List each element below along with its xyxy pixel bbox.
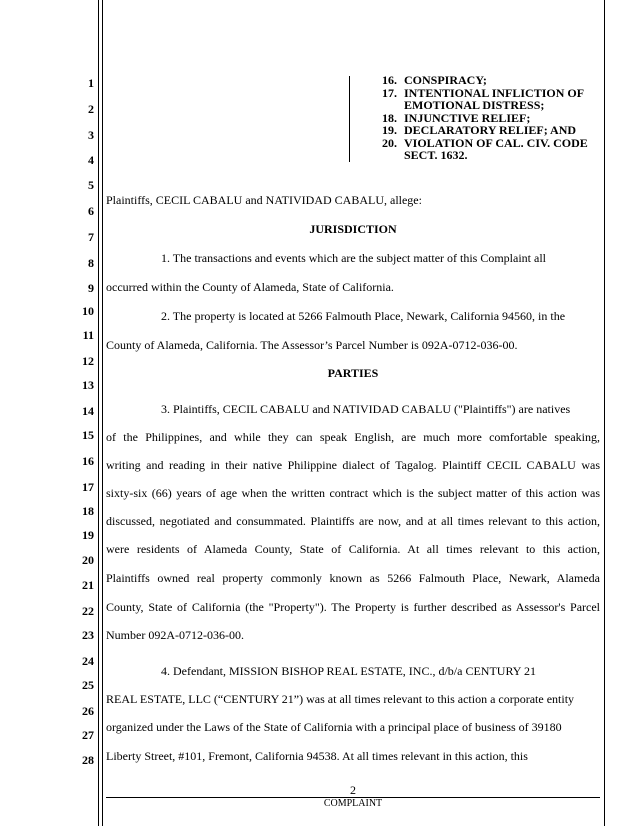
jurisdiction-heading: JURISDICTION (309, 222, 397, 236)
intro-line: Plaintiffs, CECIL CABALU and NATIVIDAD CABALU, allege: (106, 193, 422, 207)
paragraph-4-line: organized under the Laws of the State of California with a principal place of business of 39180 (106, 720, 562, 734)
line-number: 23 (82, 628, 94, 642)
cause-text: CONSPIRACY; (404, 73, 487, 87)
paragraph-3-line: were residents of Alameda County, State of California. At all times relevant to this action, (106, 542, 600, 556)
cause-number: 19. (382, 123, 397, 137)
right-margin-rule (604, 0, 605, 826)
page-number: 2 (350, 783, 356, 797)
cause-text: INJUNCTIVE RELIEF; (404, 110, 531, 125)
line-number: 22 (82, 604, 94, 618)
cause-number: 17. (382, 85, 397, 100)
cause-number: 20. (382, 135, 397, 150)
paragraph-3-line: of the Philippines, and while they can speak English, are much more comfortable speaking, (106, 430, 600, 444)
cause-number: 16. (382, 73, 397, 87)
paragraph-4-line: Liberty Street, #101, Fremont, California 94538. At all times relevant in this action, this (106, 749, 528, 763)
line-number: 11 (82, 328, 94, 342)
paragraph-1-line: occurred within the County of Alameda, State of California. (106, 280, 394, 294)
line-number: 5 (88, 178, 94, 192)
line-number: 7 (88, 230, 94, 244)
cause-of-action (382, 137, 602, 162)
paragraph-4-line: REAL ESTATE, LLC (“CENTURY 21”) was at all times relevant to this action a corporate entity (106, 692, 575, 706)
paragraph-3-line: County, State of California (the "Property"). The Property is further described as Assessor's Parcel (106, 600, 600, 614)
footer-title: COMPLAINT (323, 798, 383, 809)
cause-text: VIOLATION OF CAL. CIV. CODE SECT. 1632. (404, 135, 588, 162)
paragraph-3-line: 3. Plaintiffs, CECIL CABALU and NATIVIDAD CABALU ("Plaintiffs") are natives (161, 402, 571, 416)
line-number: 8 (88, 256, 94, 270)
paragraph-3-line: writing and reading in their native Philippine dialect of Tagalog. Plaintiff CECIL CABALU was (106, 458, 600, 472)
caption-divider (349, 76, 350, 162)
causes-of-action-list (382, 74, 602, 162)
line-number: 15 (82, 428, 94, 442)
line-number: 21 (82, 578, 94, 592)
cause-text: DECLARATORY RELIEF; AND (404, 123, 577, 137)
cause-text: INTENTIONAL INFLICTION OF EMOTIONAL DISTRESS; (404, 85, 584, 112)
parties-heading: PARTIES (327, 366, 379, 380)
paragraph-2-line: 2. The property is located at 5266 Falmouth Place, Newark, California 94560, in the (161, 309, 566, 323)
line-number: 12 (82, 354, 94, 368)
line-number: 13 (82, 378, 94, 392)
paragraph-1-line: 1. The transactions and events which are the subject matter of this Complaint all (161, 251, 547, 265)
line-number: 2 (88, 102, 94, 116)
line-number: 28 (82, 753, 94, 767)
line-number: 26 (82, 704, 94, 718)
line-number: 18 (82, 504, 94, 518)
cause-number: 18. (382, 110, 397, 125)
line-number: 25 (82, 678, 94, 692)
paragraph-3-line: Number 092A-0712-036-00. (106, 628, 244, 642)
left-margin-rule-inner (102, 0, 103, 826)
paragraph-3-line: discussed, negotiated and consummated. Plaintiffs are now, and at all times relevant to this action, (106, 514, 600, 528)
line-number: 14 (82, 404, 94, 418)
line-number: 6 (88, 204, 94, 218)
line-number: 17 (82, 480, 94, 494)
line-number: 4 (88, 153, 94, 167)
line-number: 20 (82, 553, 94, 567)
line-number: 19 (82, 528, 94, 542)
line-number: 9 (88, 281, 94, 295)
paragraph-2-line: County of Alameda, California. The Assessor’s Parcel Number is 092A-0712-036-00. (106, 338, 518, 352)
line-number: 24 (82, 654, 94, 668)
line-number: 16 (82, 454, 94, 468)
paragraph-4-line: 4. Defendant, MISSION BISHOP REAL ESTATE, INC., d/b/a CENTURY 21 (161, 664, 537, 678)
line-number: 1 (88, 76, 94, 90)
line-number: 3 (88, 128, 94, 142)
line-number: 10 (82, 304, 94, 318)
paragraph-3-line: Plaintiffs owned real property commonly known as 5266 Falmouth Place, Newark, Alameda (106, 571, 600, 585)
left-margin-rule-outer (98, 0, 99, 826)
line-number: 27 (82, 728, 94, 742)
cause-of-action (382, 87, 602, 112)
paragraph-3-line: sixty-six (66) years of age when the written contract which is the subject matter of this action was (106, 486, 600, 500)
